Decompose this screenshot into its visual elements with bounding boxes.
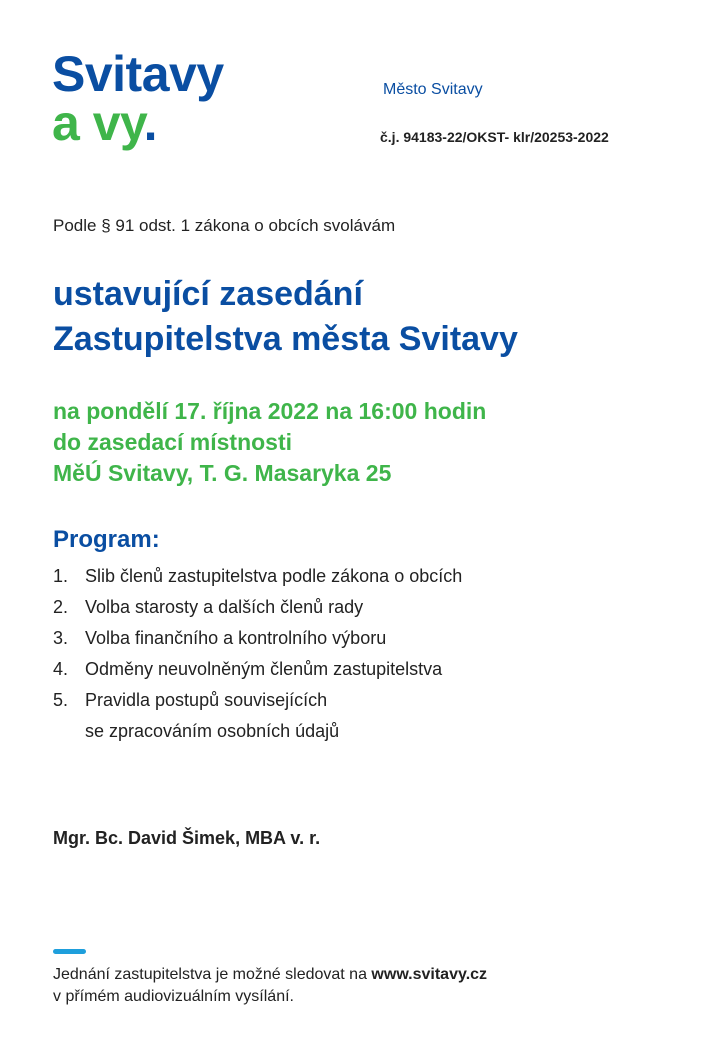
reference-number: č.j. 94183-22/OKST- klr/20253-2022 <box>380 129 609 145</box>
footer-line-1 <box>53 964 487 986</box>
program-item <box>53 592 462 623</box>
meeting-title-line-2: Zastupitelstva města Svitavy <box>53 320 518 358</box>
program-item-number: 3. <box>53 628 69 648</box>
program-item-text: Pravidla postupů souvisejících se zpracováním osobních údajů <box>85 690 340 741</box>
program-item-number: 5. <box>53 690 69 710</box>
meeting-date: na pondělí 17. října 2022 na 16:00 hodin <box>53 398 487 424</box>
logo <box>52 46 224 151</box>
logo-line-1: Svitavy <box>52 46 224 102</box>
meeting-title <box>53 272 518 362</box>
meeting-title-line-1: ustavující zasedání <box>53 275 363 313</box>
website-link[interactable]: www.svitavy.cz <box>371 966 488 983</box>
logo-line-2 <box>52 95 224 151</box>
intro-text: Podle § 91 odst. 1 zákona o obcích svolávám <box>53 216 396 235</box>
logo-dot: . <box>143 95 158 151</box>
meeting-address: MěÚ Svitavy, T. G. Masaryka 25 <box>53 460 392 486</box>
program-item-number: 4. <box>53 659 69 679</box>
program-item-text: Volba starosty a dalších členů rady <box>85 597 364 617</box>
signature: Mgr. Bc. David Šimek, MBA v. r. <box>53 828 321 848</box>
program-item <box>53 685 462 747</box>
program-heading: Program: <box>53 526 160 553</box>
program-item <box>53 561 462 592</box>
city-name: Město Svitavy <box>383 81 483 98</box>
program-item-text: Slib členů zastupitelstva podle zákona o obcích <box>85 566 463 586</box>
program-item-number: 2. <box>53 597 69 617</box>
footer-note <box>53 964 487 1008</box>
meeting-date-place <box>53 396 486 489</box>
program-item-text: Odměny neuvolněným členům zastupitelstva <box>85 659 443 679</box>
footer-divider <box>53 949 86 954</box>
program-item-text: Volba finančního a kontrolního výboru <box>85 628 387 648</box>
program-list <box>53 561 462 747</box>
logo-line-2-word: a vy <box>52 95 144 151</box>
program-item <box>53 623 462 654</box>
meeting-room: do zasedací místnosti <box>53 429 293 455</box>
footer-line-2: v přímém audiovizuálním vysílání. <box>53 988 294 1005</box>
footer-text: Jednání zastupitelstva je možné sledovat na <box>53 966 372 983</box>
program-item-number: 1. <box>53 566 69 586</box>
program-item <box>53 654 462 685</box>
